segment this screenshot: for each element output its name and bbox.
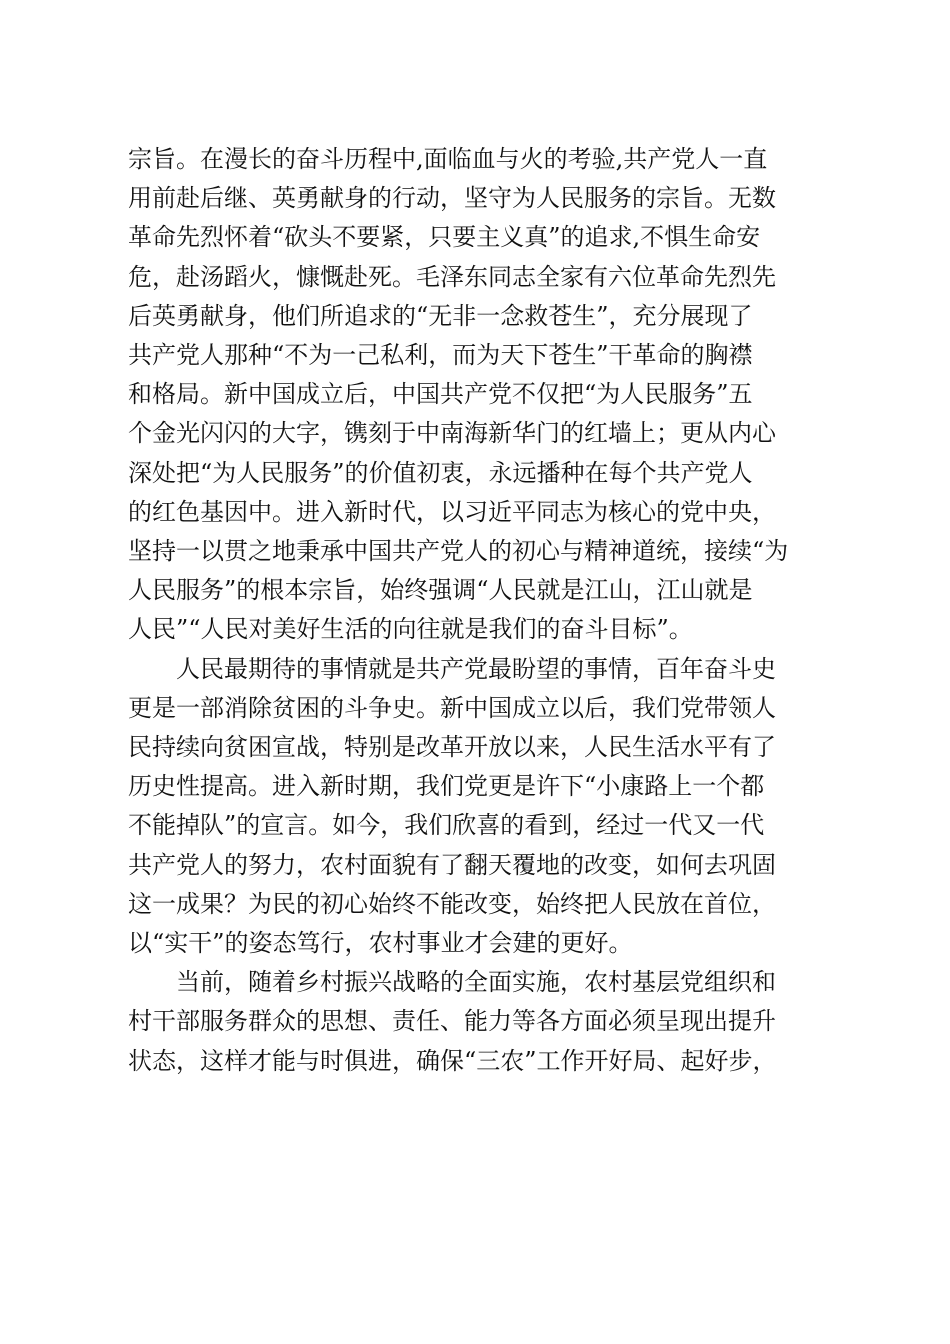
paragraph-3: 当前，随着乡村振兴战略的全面实施，农村基层党组织和 村干部服务群众的思想、责任、能力等各方面必须呈现出提升 状态，这样才能与时俱进，确保“三农”工作开好局、起好步，: [128, 968, 777, 1075]
paragraph-1: 宗旨。在漫长的奋斗历程中,面临血与火的考验,共产党人一直 用前赴后继、英勇献身的行动，坚守为人民服务的宗旨。无数 革命先烈怀着“砍头不要紧，只要主义真”的追求,不惧生命安 危，赴汤蹈火，慷慨赴死。毛泽东同志全家有六位革命先烈先 后英勇献身，他们所追求的“无非一念救苍生”，充分展现了 共产党人那种“不为一己私利，而为天下苍生”干革命的胸襟 和格局。新中国成立后，中国共产党不仅把“为人民服务”五 个金光闪闪的大字，镌刻于中南海新华门的红墙上；更从内心 深处把“为人民服务”的价值初衷，永远播种在每个共产党人 的红色基因中。进入新时代，以习近平同志为核心的党中央， 坚持一以贯之地秉承中国共产党人的初心与精神道统，接续“为 人民服务”的根本宗旨，始终强调“人民就是江山，江山就是 人民”“人民对美好生活的向往就是我们的奋斗目标”。: [128, 145, 789, 644]
paragraph-2: 人民最期待的事情就是共产党最盼望的事情，百年奋斗史 更是一部消除贫困的斗争史。新中国成立以后，我们党带领人 民持续向贫困宣战，特别是改革开放以来，人民生活水平有了 历史性提高。进入新时期，我们党更是许下“小康路上一个都 不能掉队”的宣言。如今，我们欣喜的看到，经过一代又一代 共产党人的努力，农村面貌有了翻天覆地的改变，如何去巩固 这一成果？为民的初心始终不能改变，始终把人民放在首位， 以“实干”的姿态笃行，农村事业才会建的更好。: [128, 654, 776, 958]
body-text: [128, 140, 828, 1081]
